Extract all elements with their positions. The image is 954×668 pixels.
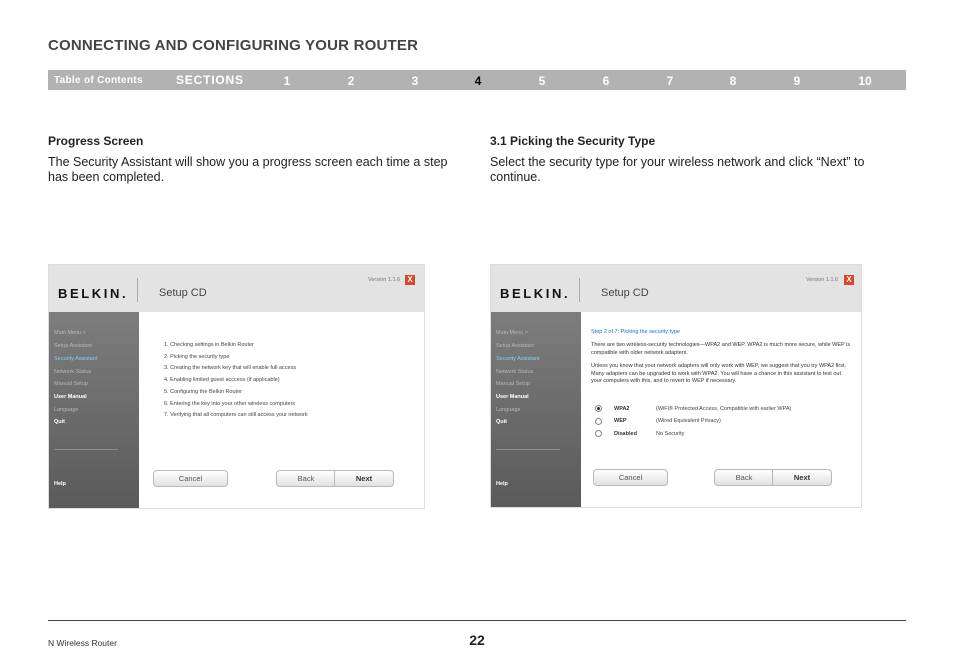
disabled-description: No Security	[656, 431, 685, 437]
page-title: CONNECTING AND CONFIGURING YOUR ROUTER	[48, 37, 419, 54]
app-title: Setup CD	[601, 287, 649, 299]
progress-step: 1. Checking settings in Belkin Router	[164, 342, 254, 348]
menu-security-assistant[interactable]: Security Assistant	[496, 356, 540, 362]
disabled-label: Disabled	[614, 431, 637, 437]
wpa2-label: WPA2	[614, 406, 630, 412]
security-type-text: Select the security type for your wireless network and click “Next” to continue.	[490, 155, 865, 184]
sidebar-divider	[54, 449, 118, 450]
wpa2-description: (WiFi® Protected Access, Compatible with earlier WPA)	[656, 406, 792, 412]
sidebar-divider	[496, 449, 560, 450]
disabled-radio[interactable]	[595, 430, 602, 437]
menu-user-manual[interactable]: User Manual	[54, 394, 87, 400]
menu-help[interactable]: Help	[496, 481, 508, 487]
security-type-screenshot	[490, 264, 862, 508]
section-link-1[interactable]: 1	[283, 74, 291, 88]
menu-main-menu[interactable]: Main Menu >	[496, 330, 528, 336]
progress-step: 4. Enabling limited guest acccess (if applicable)	[164, 377, 280, 384]
progress-screen-text: The Security Assistant will show you a progress screen each time a step has been completed.	[48, 155, 448, 184]
next-button[interactable]: Next	[772, 469, 832, 486]
version-label: Version 1.1.6	[368, 277, 401, 283]
app-sidebar	[49, 312, 139, 508]
wpa2-radio[interactable]	[595, 405, 602, 412]
next-button[interactable]: Next	[334, 470, 394, 487]
close-icon[interactable]: X	[844, 275, 854, 285]
belkin-logo: BELKIN.	[500, 286, 571, 301]
progress-step: 3. Creating the network key that will enable full access	[164, 365, 297, 372]
progress-screen-screenshot	[48, 264, 425, 509]
cancel-button[interactable]: Cancel	[593, 469, 668, 486]
app-sidebar	[491, 312, 581, 507]
sections-label: SECTIONS	[176, 73, 244, 87]
menu-quit[interactable]: Quit	[496, 419, 507, 425]
table-of-contents-link[interactable]: Table of Contents	[54, 75, 143, 86]
section-link-10[interactable]: 10	[858, 74, 872, 88]
progress-step: 5. Configuring the Belkin Router	[164, 388, 242, 395]
menu-quit[interactable]: Quit	[54, 419, 65, 425]
progress-step: 6. Entering the key into your other wireless computers	[164, 400, 296, 407]
section-link-8[interactable]: 8	[729, 74, 737, 88]
wep-description: (Wired Equivalent Privacy)	[656, 418, 721, 424]
product-name: N Wireless Router	[48, 638, 117, 648]
footer-divider	[48, 620, 906, 621]
section-nav-bar	[48, 70, 906, 90]
menu-setup-assistant[interactable]: Setup Assistant	[496, 343, 534, 349]
section-link-5[interactable]: 5	[538, 74, 546, 88]
progress-step: 2. Picking the security type	[164, 353, 230, 360]
menu-setup-assistant[interactable]: Setup Assistant	[54, 343, 92, 349]
menu-language[interactable]: Language	[496, 407, 521, 413]
page-number: 22	[469, 632, 485, 648]
back-button[interactable]: Back	[276, 470, 336, 487]
menu-network-status[interactable]: Network Status	[54, 369, 92, 375]
cancel-button[interactable]: Cancel	[153, 470, 228, 487]
wep-radio[interactable]	[595, 418, 602, 425]
wep-label: WEP	[614, 418, 627, 424]
menu-help[interactable]: Help	[54, 481, 66, 487]
section-link-6[interactable]: 6	[602, 74, 610, 88]
section-link-3[interactable]: 3	[411, 74, 419, 88]
menu-manual-setup[interactable]: Manual Setup	[496, 381, 530, 387]
progress-step-list	[164, 340, 308, 422]
step-heading: Step 2 of 7: Picking the security type	[591, 329, 680, 335]
menu-network-status[interactable]: Network Status	[496, 369, 534, 375]
header-divider	[137, 278, 138, 302]
progress-step: 7. Verifying that all computers can still access your network	[164, 412, 308, 419]
back-button[interactable]: Back	[714, 469, 774, 486]
section-link-7[interactable]: 7	[666, 74, 674, 88]
security-intro-text: There are two wireless-security technologies—WPA2 and WEP. WPA2 is much more secure, while WEP is compatible with older network adapters.	[591, 342, 851, 356]
menu-language[interactable]: Language	[54, 407, 79, 413]
app-title: Setup CD	[159, 287, 207, 299]
close-icon[interactable]: X	[405, 275, 415, 285]
menu-main-menu[interactable]: Main Menu >	[54, 330, 86, 336]
menu-manual-setup[interactable]: Manual Setup	[54, 381, 88, 387]
section-link-4[interactable]: 4	[474, 74, 482, 88]
version-label: Version 1.1.6	[806, 277, 839, 283]
menu-user-manual[interactable]: User Manual	[496, 394, 529, 400]
section-link-9[interactable]: 9	[793, 74, 801, 88]
belkin-logo: BELKIN.	[58, 286, 129, 301]
header-divider	[579, 278, 580, 302]
menu-security-assistant[interactable]: Security Assistant	[54, 356, 98, 362]
section-link-2[interactable]: 2	[347, 74, 355, 88]
progress-screen-heading: Progress Screen	[48, 134, 144, 148]
security-type-heading: 3.1 Picking the Security Type	[490, 134, 656, 148]
security-advice-text: Unless you know that your network adapters will only work with WEP, we suggest that you try WPA2 first. Many adapters can be upgraded to work with WPA2. You will have a chance in this assistant to test out your computers with this, and to revert to WEP if necessary.	[591, 363, 847, 385]
